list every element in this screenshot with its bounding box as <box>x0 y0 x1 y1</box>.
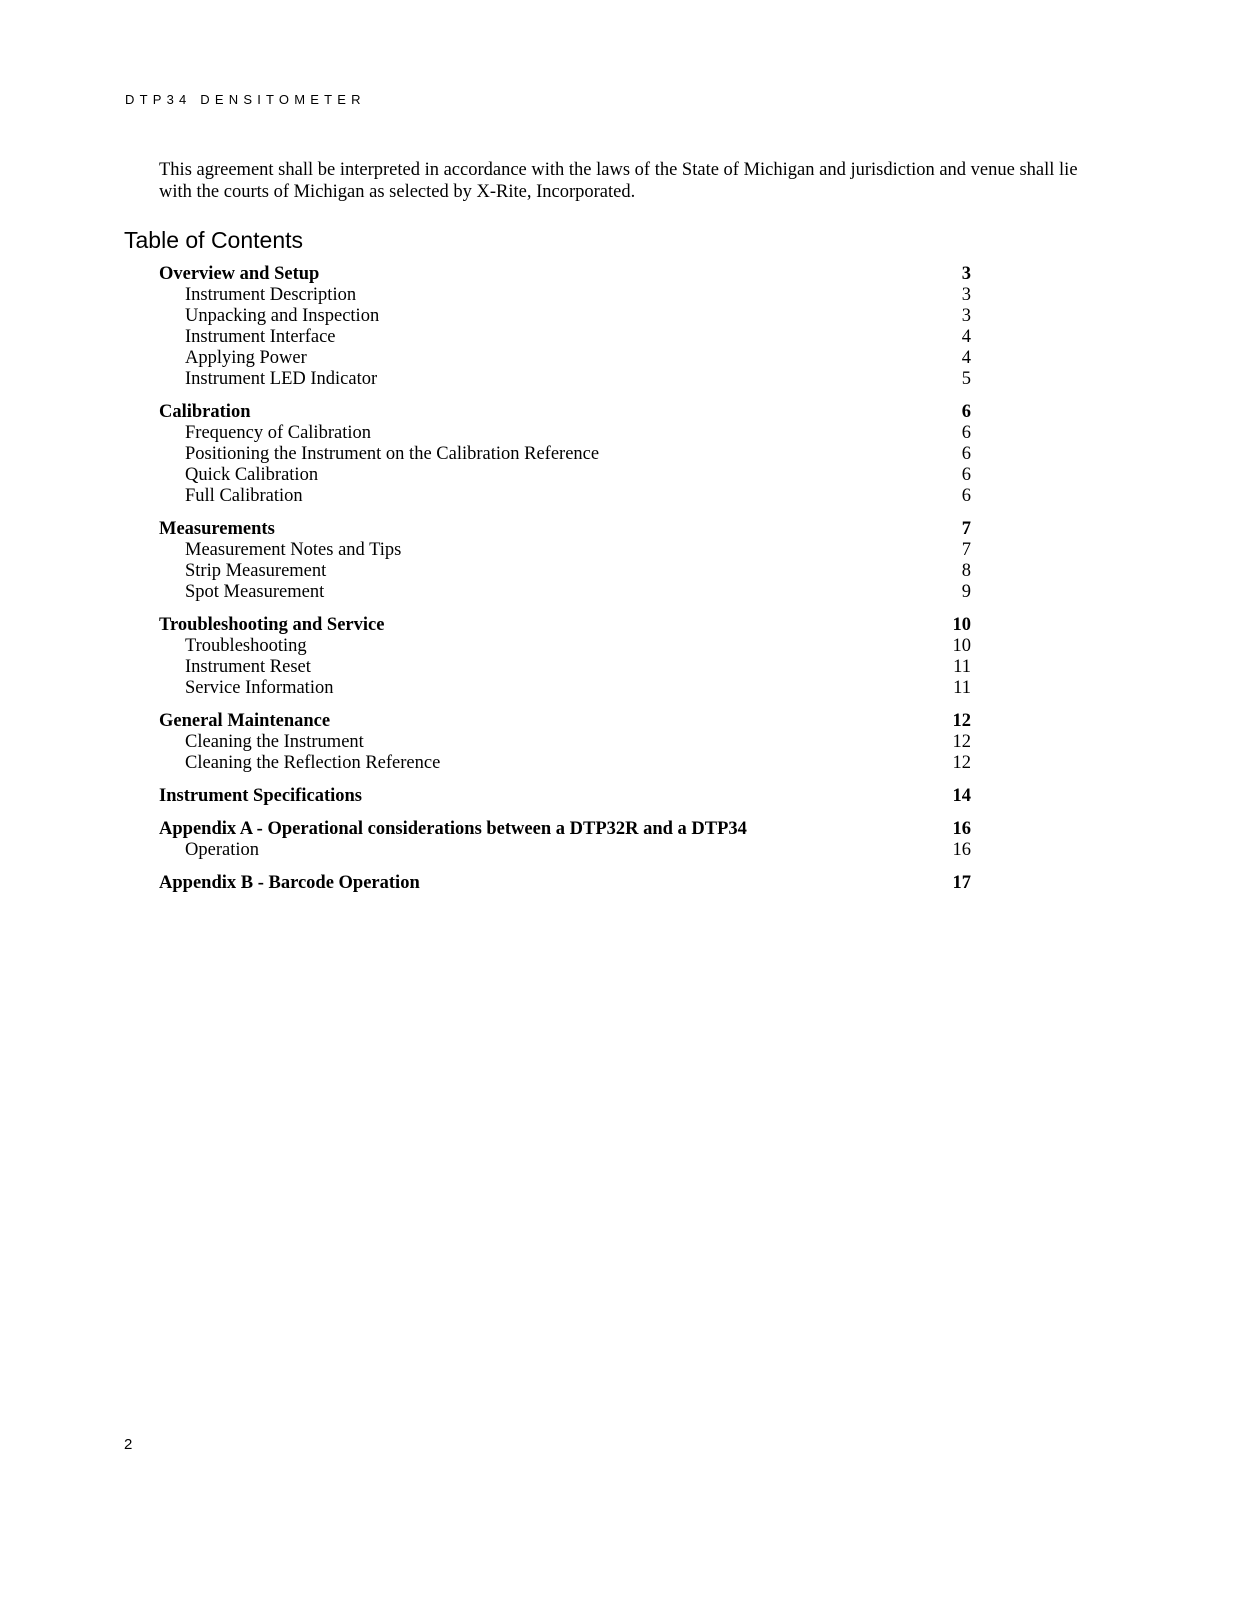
toc-section-title: Overview and Setup <box>159 264 320 284</box>
toc-entry-title: Strip Measurement <box>185 561 327 581</box>
toc-entry-title: Full Calibration <box>185 486 303 506</box>
toc-entry-page: 3 <box>961 306 971 326</box>
toc-section-page: 17 <box>952 873 971 893</box>
toc-entry-title: Positioning the Instrument on the Calibration Reference <box>185 444 600 464</box>
toc-section-entry[interactable] <box>159 264 971 285</box>
toc-entry-title: Cleaning the Reflection Reference <box>185 753 441 773</box>
toc-section-page: 12 <box>952 711 971 731</box>
toc-entry-title: Measurement Notes and Tips <box>185 540 402 560</box>
running-header: DTP34 DENSITOMETER <box>125 92 366 107</box>
toc-entry-title: Instrument Interface <box>185 327 336 347</box>
toc-section-entry[interactable] <box>159 519 971 540</box>
toc-section-entry[interactable] <box>159 873 971 894</box>
toc-entry-title: Service Information <box>185 678 334 698</box>
toc-entry-title: Instrument Description <box>185 285 357 305</box>
toc-section-title: Appendix A - Operational considerations between a DTP32R and a DTP34 <box>159 819 747 839</box>
toc-section <box>159 873 971 894</box>
toc-entry[interactable] <box>159 678 971 699</box>
toc-entry[interactable] <box>159 423 971 444</box>
toc-entry[interactable] <box>159 348 971 369</box>
toc-entry-title: Unpacking and Inspection <box>185 306 380 326</box>
toc-entry-title: Quick Calibration <box>185 465 319 485</box>
toc-section <box>159 264 971 390</box>
toc-entry[interactable] <box>159 486 971 507</box>
toc-entry-page: 16 <box>952 840 971 860</box>
toc-entry-title: Spot Measurement <box>185 582 325 602</box>
toc-entry-page: 6 <box>961 444 971 464</box>
toc-entry-title: Instrument Reset <box>185 657 311 677</box>
toc-entry-title: Troubleshooting <box>185 636 307 656</box>
toc-entry-page: 4 <box>961 348 971 368</box>
table-of-contents <box>159 264 971 906</box>
toc-section-entry[interactable] <box>159 615 971 636</box>
toc-section <box>159 402 971 507</box>
toc-entry-title: Cleaning the Instrument <box>185 732 364 752</box>
toc-entry-page: 9 <box>961 582 971 602</box>
toc-entry[interactable] <box>159 285 971 306</box>
toc-section-page: 6 <box>961 402 971 422</box>
toc-entry-page: 7 <box>961 540 971 560</box>
toc-entry-page: 10 <box>952 636 971 656</box>
toc-entry-page: 12 <box>952 753 971 773</box>
toc-heading: Table of Contents <box>124 227 304 253</box>
toc-section-page: 16 <box>952 819 971 839</box>
toc-section-page: 7 <box>961 519 971 539</box>
toc-entry-title: Instrument LED Indicator <box>185 369 378 389</box>
toc-entry-page: 4 <box>961 327 971 347</box>
toc-entry-page: 6 <box>961 486 971 506</box>
intro-section <box>159 160 1089 203</box>
toc-section-title: Calibration <box>159 402 251 422</box>
toc-section-title: Troubleshooting and Service <box>159 615 385 635</box>
toc-section-entry[interactable] <box>159 711 971 732</box>
toc-entry[interactable] <box>159 540 971 561</box>
toc-entry-title: Operation <box>185 840 259 860</box>
toc-entry[interactable] <box>159 444 971 465</box>
toc-entry-page: 6 <box>961 465 971 485</box>
toc-section <box>159 819 971 861</box>
toc-section <box>159 711 971 774</box>
agreement-paragraph: This agreement shall be interpreted in accordance with the laws of the State of Michigan and jurisdiction and venue shall lie with the courts of Michigan as selected by X-Rite, Incorporated. <box>159 160 1078 202</box>
toc-entry[interactable] <box>159 306 971 327</box>
toc-section-entry[interactable] <box>159 402 971 423</box>
toc-section-title: Instrument Specifications <box>159 786 362 806</box>
toc-entry[interactable] <box>159 465 971 486</box>
toc-entry-title: Frequency of Calibration <box>185 423 371 443</box>
toc-section-title: Appendix B - Barcode Operation <box>159 873 420 893</box>
toc-entry-page: 11 <box>953 678 971 698</box>
toc-section-entry[interactable] <box>159 819 971 840</box>
toc-section-title: Measurements <box>159 519 275 539</box>
toc-section-title: General Maintenance <box>159 711 331 731</box>
toc-section <box>159 519 971 603</box>
toc-section <box>159 786 971 807</box>
toc-section-page: 10 <box>952 615 971 635</box>
toc-entry-page: 6 <box>961 423 971 443</box>
toc-entry[interactable] <box>159 582 971 603</box>
toc-entry[interactable] <box>159 327 971 348</box>
toc-entry[interactable] <box>159 561 971 582</box>
toc-entry-page: 12 <box>952 732 971 752</box>
toc-entry-page: 3 <box>961 285 971 305</box>
toc-section-page: 14 <box>952 786 971 806</box>
toc-entry[interactable] <box>159 753 971 774</box>
toc-entry-page: 5 <box>961 369 971 389</box>
toc-entry-page: 11 <box>953 657 971 677</box>
toc-section-entry[interactable] <box>159 786 971 807</box>
toc-section <box>159 615 971 699</box>
toc-entry[interactable] <box>159 732 971 753</box>
toc-entry[interactable] <box>159 657 971 678</box>
toc-entry-title: Applying Power <box>185 348 307 368</box>
toc-entry-page: 8 <box>961 561 971 581</box>
page-number: 2 <box>124 1436 133 1453</box>
toc-entry[interactable] <box>159 636 971 657</box>
toc-entry[interactable] <box>159 369 971 390</box>
toc-entry[interactable] <box>159 840 971 861</box>
toc-section-page: 3 <box>961 264 971 284</box>
